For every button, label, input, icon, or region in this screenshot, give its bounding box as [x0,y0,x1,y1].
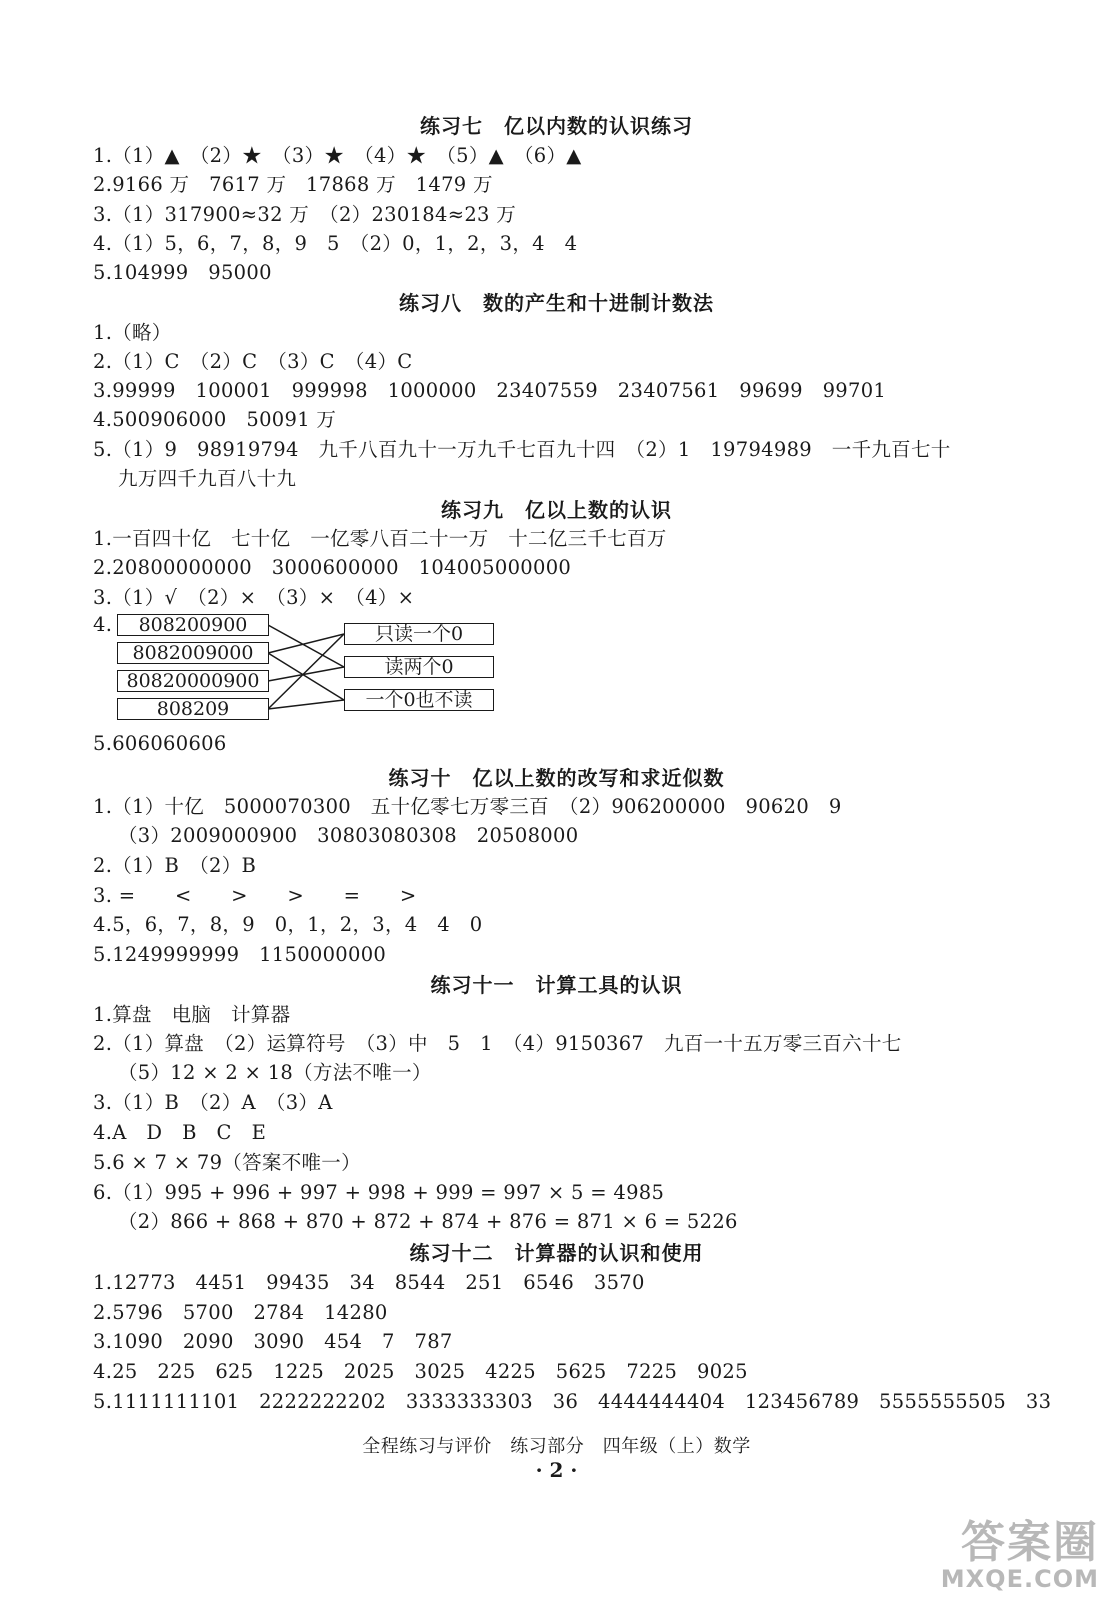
s7-line-1: 1.（1）▲ （2）★ （3）★ （4）★ （5）▲ （6）▲ [93,144,582,167]
watermark-url: MXQE.COM [940,1565,1099,1593]
s9-line-4-prefix: 4. [93,613,113,636]
s8-line-3: 3.99999 100001 999998 1000000 23407559 23407561 99699 99701 [93,379,887,402]
s12-line-1: 1.12773 4451 99435 34 8544 251 6546 3570 [93,1271,645,1294]
section-12-title: 练习十二 计算器的认识和使用 [409,1241,704,1265]
s7-line-2: 2.9166 万 7617 万 17868 万 1479 万 [93,173,493,196]
s12-line-4: 4.25 225 625 1225 2025 3025 4225 5625 7225 9025 [93,1360,748,1383]
section-8-title: 练习八 数的产生和十进制计数法 [399,291,714,315]
match-line-3 [268,667,344,681]
s10-line-5: 5.1249999999 1150000000 [93,943,387,966]
section-7-title: 练习七 亿以内数的认识练习 [420,114,693,138]
page-footer: 全程练习与评价 练习部分 四年级（上）数学 [362,1436,751,1457]
watermark [940,1517,1099,1593]
match-line-2 [268,634,344,653]
s10-line-3: 3. = < > > = > [93,884,417,907]
s11-line-1: 1.算盘 电脑 计算器 [93,1003,291,1026]
page-number: · 2 · [535,1458,578,1482]
s7-line-5: 5.104999 95000 [93,261,272,284]
s9-line-2: 2.20800000000 3000600000 104005000000 [93,556,572,579]
s12-line-3: 3.1090 2090 3090 454 7 787 [93,1330,453,1353]
s10-line-2: 2.（1）B （2）B [93,854,257,877]
s8-line-1: 1.（略） [93,321,172,344]
s12-line-5: 5.1111111101 2222222202 3333333303 36 4444444404 123456789 5555555505 33 [93,1390,1052,1413]
right-box-3: 一个0也不读 [344,689,494,711]
s7-line-4: 4.（1）5，6，7，8，9 5 （2）0，1，2，3，4 4 [93,232,578,255]
section-10-title: 练习十 亿以上数的改写和求近似数 [388,766,725,790]
s9-line-5: 5.606060606 [93,732,227,755]
s10-line-4: 4.5，6，7，8，9 0，1，2，3，4 4 0 [93,913,483,936]
s11-line-4: 4.A D B C E [93,1121,267,1144]
s10-line-1-cont: （3）2009000900 30803080308 20508000 [118,824,579,847]
left-box-4: 808209 [117,698,269,720]
s11-line-3: 3.（1）B （2）A （3）A [93,1091,333,1114]
match-line-5 [268,700,344,709]
s11-line-6: 6.（1）995 + 996 + 997 + 998 + 999 = 997 × 5 = 4985 [93,1181,665,1204]
s7-line-3: 3.（1）317900≈32 万 （2）230184≈23 万 [93,203,517,226]
left-box-3: 80820000900 [117,670,269,692]
s10-line-1: 1.（1）十亿 5000070300 五十亿零七万零三百 （2）906200000 90620 9 [93,795,842,818]
right-box-2: 读两个0 [344,656,494,678]
s11-line-5: 5.6 × 7 × 79（答案不唯一） [93,1151,361,1174]
s8-line-5-cont: 九万四千九百八十九 [118,467,297,490]
section-11-title: 练习十一 计算工具的认识 [430,973,683,997]
watermark-logo-text: 答案圈 [961,1517,1099,1568]
left-box-1: 808200900 [117,614,269,636]
s11-line-2-cont: （5）12 × 2 × 18（方法不唯一） [118,1061,432,1084]
right-box-1: 只读一个0 [344,623,494,645]
s8-line-5: 5.（1）9 98919794 九千八百九十一万九千七百九十四 （2）1 19794989 一千九百七十 [93,438,951,461]
s11-line-6-cont: （2）866 + 868 + 870 + 872 + 874 + 876 = 871 × 6 = 5226 [118,1210,738,1233]
s9-line-3: 3.（1）√ （2）× （3）× （4）× [93,586,415,609]
s8-line-4: 4.500906000 50091 万 [93,408,337,431]
s11-line-2: 2.（1）算盘 （2）运算符号 （3）中 5 1 （4）9150367 九百一十五万零三百六十七 [93,1032,902,1055]
s9-line-1: 1.一百四十亿 七十亿 一亿零八百二十一万 十二亿三千七百万 [93,527,667,550]
s12-line-2: 2.5796 5700 2784 14280 [93,1301,388,1324]
left-box-2: 8082009000 [117,642,269,664]
section-9-title: 练习九 亿以上数的认识 [441,498,672,522]
s8-line-2: 2.（1）C （2）C （3）C （4）C [93,350,413,373]
